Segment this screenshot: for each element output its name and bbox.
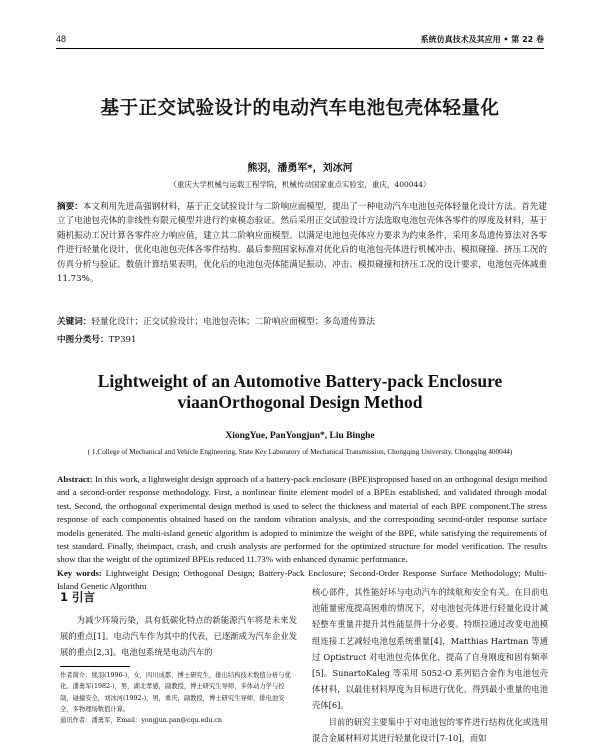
page-number: 48 [56, 34, 67, 44]
abstract-label-english: Abstract: [57, 474, 93, 484]
intro-paragraph-right-2: 目前的研究主要集中于对电池包的零件进行结构优化或选用混合金属材料对其进行轻量化设计[7-10]，而如 [312, 716, 548, 743]
authors-english: XiongYue, PanYongjun*, Liu Binghe [225, 431, 375, 441]
classification-chinese [57, 333, 547, 345]
intro-column-right [312, 584, 548, 746]
title-english [0, 371, 600, 413]
abstract-label-chinese: 摘要： [57, 202, 83, 212]
abstract-text-english: In this work, a lightweight design approach of a battery-pack enclosure (BPE)isproposed based on an orthogonal design method and a second-order response methodology. First, a nonlinear finite element model of a BPEis established, and validated through modal test. Second, the orthogonal experimental design method is used to select the thickness and material of each BPE component.The stress response of each componentis obtained based on the random vibration analysis, and the corresponding second-order response surface modelis generated. The multi-island genetic algorithm is adopted to minimize the weight of the BPE, while satisfying the requirements of test standard. Finally, theimpact, crash, and crush analysis are performed for the optimized structure for model verification. The results show that the weight of the optimized BPEis reduced 11.73% with enhanced dynamic performance. [57, 474, 547, 565]
intro-paragraph-left: 为减少环境污染，具有低碳化特点的新能源汽车将是未来发展的重点[1]。电动汽车作为其中的代表，已逐渐成为汽车企业发展的重点[2,3]。电池包系统是电动汽车的 [60, 615, 297, 657]
author-footnote [60, 670, 297, 726]
keywords-label-english: Key words: [57, 568, 102, 578]
footnote-rule [60, 666, 130, 667]
footnote-correspondence: 通讯作者：潘勇军，Email：yongjun.pan@cqu.edu.cn [60, 717, 222, 725]
affiliation-chinese: （重庆大学机械与运载工程学院，机械传动国家重点实验室，重庆，400044） [169, 180, 431, 189]
affiliation-english: ( 1.College of Mechanical and Vehicle Engineering, State Key Laboratory of Mechanical Transmission, Chongqing University, Chongqing 400044) [87, 448, 513, 456]
keywords-label-chinese: 关键词： [57, 317, 92, 327]
intro-paragraph-right-1: 核心部件，其性能好坏与电动汽车的续航和安全有关。在目前电池能量密度提高困难的情况下，对电池包壳体进行轻量化设计减轻整车重量并提升其性能显得十分必要。特斯拉通过改变电池模组连接工艺减轻电池包系统重量[4]，Matthias Hartman 等通过 Optistruct 对电池包壳体优化，提高了自身刚度和固有频率[5]。SunartoKaleg 等采用 5052-O 系列铝合金作为电池包壳体材料，以最佳材料厚度为目标进行优化，得到最小重量的电池壳体[6]。 [312, 587, 548, 711]
running-header [56, 34, 544, 48]
title-english-line2: viaanOrthogonal Design Method [177, 392, 423, 412]
keywords-text-chinese: 轻量化设计；正交试验设计；电池包壳体；二阶响应面模型；多岛遗传算法 [91, 317, 375, 327]
abstract-text-chinese: 本文利用先进高强钢材料，基于正交试验设计与二阶响应面模型，提出了一种电动汽车电池包壳体轻量化设计方法。首先建立了电池包壳体的非线性有限元模型并进行约束模态验证。然后采用正交试验设计方法选取电池包壳体各零件的厚度及材料，基于随机振动工况计算各零件应力响应值，建立其二阶响应面模型。以满足电池包壳体应力要求为约束条件，采用多岛遗传算法对各零件进行轻量化设计，优化电池包壳体各零件结构。最后参照国家标准对优化后的电池包壳体进行机械冲击、模拟碰撞、挤压工况的仿真分析与验证。数值计算结果表明，优化后的电池包壳体能满足振动、冲击、模拟碰撞和挤压工况的设计要求，电池包壳体减重 11.73%。 [57, 202, 547, 285]
authors-chinese: 熊羽，潘勇军*，刘冰河 [247, 163, 353, 174]
classification-label: 中图分类号： [57, 335, 109, 345]
abstract-english [57, 473, 547, 567]
footnote-bio: 作者简介：熊羽(1996-)，女，四川成都，博士研究生，排出结构技术数值分析与优化。潘勇军(1982-)，男，湖北孝感，副教授，博士研究生导师，多体动力学与控制，碰撞安全，刘冰河(1992-)，男，重庆，副教授，博士研究生导师，排电池安全，多物理场数值计算。 [60, 672, 291, 713]
header-rule [56, 48, 544, 49]
classification-code: TP391 [108, 335, 137, 345]
abstract-chinese [57, 200, 547, 286]
title-english-line1: Lightweight of an Automotive Battery-pack Enclosure [97, 371, 503, 391]
section-heading-introduction: 1 引言 [60, 590, 96, 604]
keywords-chinese [57, 315, 547, 327]
title-chinese: 基于正交试验设计的电动汽车电池包壳体轻量化 [100, 98, 500, 119]
journal-name: 系统仿真技术及其应用 • 第 22 卷 [420, 35, 544, 44]
keywords-text-english: Lightweight Design; Orthogonal Design; Battery-Pack Enclosure; Second-Order Response Surface Methodology; Multi-Island Genetic Algorithm [57, 568, 547, 592]
